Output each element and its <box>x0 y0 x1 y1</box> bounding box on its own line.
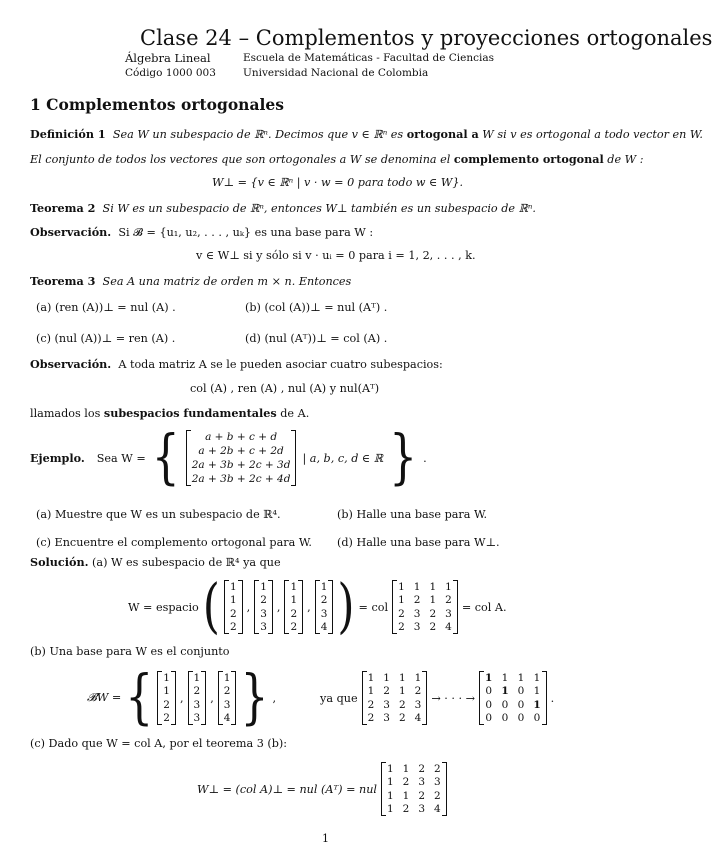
page-title: Clase 24 – Complementos y proyecciones ortogonales <box>140 26 712 50</box>
observation-2: Observación. A toda matriz A se le pueden asociar cuatro subespacios: <box>30 357 443 371</box>
theorem-3-item-b: (b) (col (A))⊥ = nul (Aᵀ) . <box>245 301 388 314</box>
equation-w-perp: W⊥ = {v ∈ ℝⁿ | v · w = 0 para todo w ∈ W}. <box>212 176 464 189</box>
solution-a-text: Solución. (a) W es subespacio de ℝ⁴ ya que <box>30 555 281 569</box>
solution-b-text: (b) Una base para W es el conjunto <box>30 645 230 658</box>
theorem-3-item-d: (d) (nul (Aᵀ))⊥ = col (A) . <box>245 332 388 345</box>
section-heading: 1 Complementos ortogonales <box>30 95 284 114</box>
task-b: (b) Halle una base para W. <box>337 508 488 521</box>
theorem-3-item-c: (c) (nul (A))⊥ = ren (A) . <box>36 332 176 345</box>
equation-w-span: W = espacio ( 1 1 2 2 , 1 2 3 3 , 1 1 2 2 , 1 2 3 4 ) = col 1 1 1 1 1 2 1 2 2 3 2 3 2 3 2 4 = col A. <box>128 571 507 641</box>
equation-w-perp-nul: W⊥ = (col A)⊥ = nul (Aᵀ) = nul 1 1 2 2 1 2 3 3 1 1 2 2 1 2 3 4 <box>197 760 447 818</box>
theorem-3-item-a: (a) (ren (A))⊥ = nul (A) . <box>36 301 176 314</box>
equation-basis: 𝓑W = { 1 1 2 2 , 1 2 3 3 , 1 2 3 4 } , ya que 1 1 1 1 1 2 1 2 2 3 2 3 2 3 2 4 → · · · → 1 1 1 1 0 1 0 1 0 0 0 1 0 0 0 0 . <box>87 662 555 732</box>
theorem-3: Teorema 3 Sea A una matriz de orden m × n. Entonces <box>30 274 352 288</box>
school-name: Escuela de Matemáticas - Facultad de Ciencias <box>243 52 495 64</box>
course-code: Código 1000 003 <box>125 67 216 79</box>
task-a: (a) Muestre que W es un subespacio de ℝ⁴. <box>36 508 281 521</box>
theorem-2: Teorema 2 Si W es un subespacio de ℝⁿ, entonces W⊥ también es un subespacio de ℝⁿ. <box>30 201 536 215</box>
task-d: (d) Halle una base para W⊥. <box>337 536 500 549</box>
university-name: Universidad Nacional de Colombia <box>243 67 429 79</box>
page-number: 1 <box>322 832 329 845</box>
observation-1: Observación. Si 𝓑 = {u₁, u₂, . . . , uₖ} es una base para W : <box>30 225 374 239</box>
task-c: (c) Encuentre el complemento ortogonal para W. <box>36 536 312 549</box>
course-name: Álgebra Lineal <box>125 51 211 65</box>
four-subspaces: col (A) , ren (A) , nul (A) y nul(Aᵀ) <box>190 382 380 395</box>
definition-1-continued: El conjunto de todos los vectores que son ortogonales a W se denomina el complemento ortogonal de W : <box>30 152 644 166</box>
fundamental-subspaces-text: llamados los subespacios fundamentales de A. <box>30 406 310 420</box>
solution-c-text: (c) Dado que W = col A, por el teorema 3 (b): <box>30 737 288 750</box>
definition-1: Definición 1 Sea W un subespacio de ℝⁿ. Decimos que v ∈ ℝⁿ es ortogonal a W si v es ortogonal a todo vector en W. <box>30 127 703 141</box>
example-set: Ejemplo. Sea W = { a + b + c + d a + 2b + c + 2d 2a + 3b + 2c + 3d 2a + 3b + 2c + 4d | a, b, c, d ∈ ℝ } . <box>30 422 427 492</box>
equation-orthogonal-condition: v ∈ W⊥ si y sólo si v · uᵢ = 0 para i = 1, 2, . . . , k. <box>196 249 476 262</box>
